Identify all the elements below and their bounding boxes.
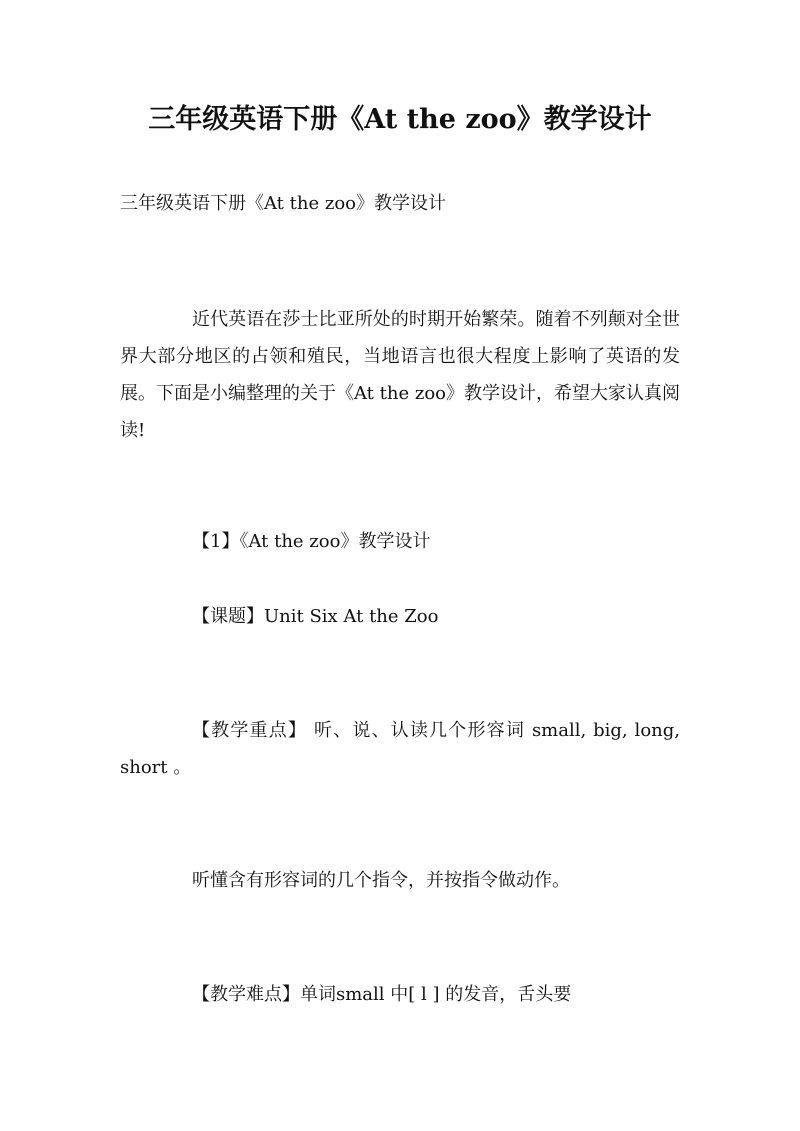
intro-paragraph: 近代英语在莎士比亚所处的时期开始繁荣。随着不列颠对全世界大部分地区的占领和殖民，当地语言也很大程度上影响了英语的发展。下面是小编整理的关于《At the zoo》教学设计，希望大家认真阅读! bbox=[120, 309, 680, 441]
section-heading: 【1】《At the zoo》教学设计 bbox=[192, 531, 431, 552]
instruction-paragraph: 听懂含有形容词的几个指令，并按指令做动作。 bbox=[192, 870, 570, 891]
document-subtitle: 三年级英语下册《At the zoo》教学设计 bbox=[120, 193, 446, 214]
difficulty-paragraph: 【教学难点】单词small 中[ l ] 的发音，舌头要 bbox=[192, 984, 572, 1005]
key-points-paragraph: 【教学重点】 听、说、认读几个形容词 small, big, long, short 。 bbox=[120, 720, 680, 778]
lesson-topic: 【课题】Unit Six At the Zoo bbox=[192, 606, 439, 627]
document-title: 三年级英语下册《At the zoo》教学设计 bbox=[148, 104, 652, 135]
